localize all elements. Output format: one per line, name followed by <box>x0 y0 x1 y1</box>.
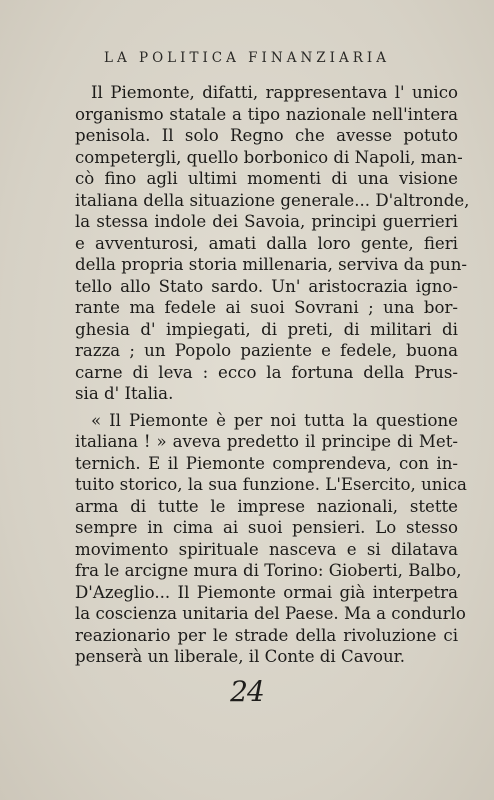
text-line: Il Piemonte, difatti, rappresentava l' unico <box>91 83 458 102</box>
text-line: organismo statale a tipo nazionale nell'intera <box>75 104 458 124</box>
text-line: reazionario per le strade della rivoluzione ci <box>75 625 458 645</box>
text-line: fra le arcigne mura di Torino: Gioberti, Balbo, <box>75 561 462 580</box>
text-line: movimento spirituale nasceva e si dilatava <box>75 539 458 559</box>
text-line: la stessa indole dei Savoia, principi guerrieri <box>75 212 458 231</box>
text-line: razza ; un Popolo paziente e fedele, buona <box>75 341 458 360</box>
text-line: della propria storia millenaria, serviva da pun- <box>75 255 468 274</box>
text-line: carne di leva : ecco la fortuna della Prus- <box>75 362 458 382</box>
text-line: ghesia d' impiegati, di preti, di militari di <box>75 319 458 339</box>
page-number: 24 <box>230 675 264 708</box>
text-line: italiana ! » aveva predetto il principe di Met- <box>75 432 458 451</box>
text-line: « Il Piemonte è per noi tutta la questione <box>91 410 458 430</box>
text-line: tuito storico, la sua funzione. L'Esercito, unica <box>75 475 467 494</box>
text-line: sia d' Italia. <box>75 384 174 403</box>
body-text <box>75 82 470 668</box>
text-line: arma di tutte le imprese nazionali, stette <box>75 496 458 516</box>
text-line: sempre in cima ai suoi pensieri. Lo stesso <box>75 518 458 537</box>
running-head: LA POLITICA FINANZIARIA <box>104 50 390 66</box>
text-line: la coscienza unitaria del Paese. Ma a condurlo <box>75 604 466 623</box>
text-line: tello allo Stato sardo. Un' aristocrazia igno- <box>75 276 458 296</box>
text-line: ternich. E il Piemonte comprendeva, con in- <box>75 453 458 473</box>
text-line: D'Azeglio... Il Piemonte ormai già interpetra <box>75 582 458 602</box>
text-line: e avventurosi, amati dalla loro gente, fieri <box>75 233 458 253</box>
paragraph-1 <box>75 82 470 405</box>
text-line: penserà un liberale, il Conte di Cavour. <box>75 647 406 666</box>
text-line: competergli, quello borbonico di Napoli, man- <box>75 147 463 167</box>
text-line: italiana della situazione generale... D'altronde, <box>75 190 470 210</box>
text-line: penisola. Il solo Regno che avesse potuto <box>75 126 458 145</box>
text-line: rante ma fedele ai suoi Sovrani ; una bor- <box>75 298 458 317</box>
paragraph-2 <box>75 410 467 668</box>
text-line: cò fino agli ultimi momenti di una visione <box>75 169 458 188</box>
